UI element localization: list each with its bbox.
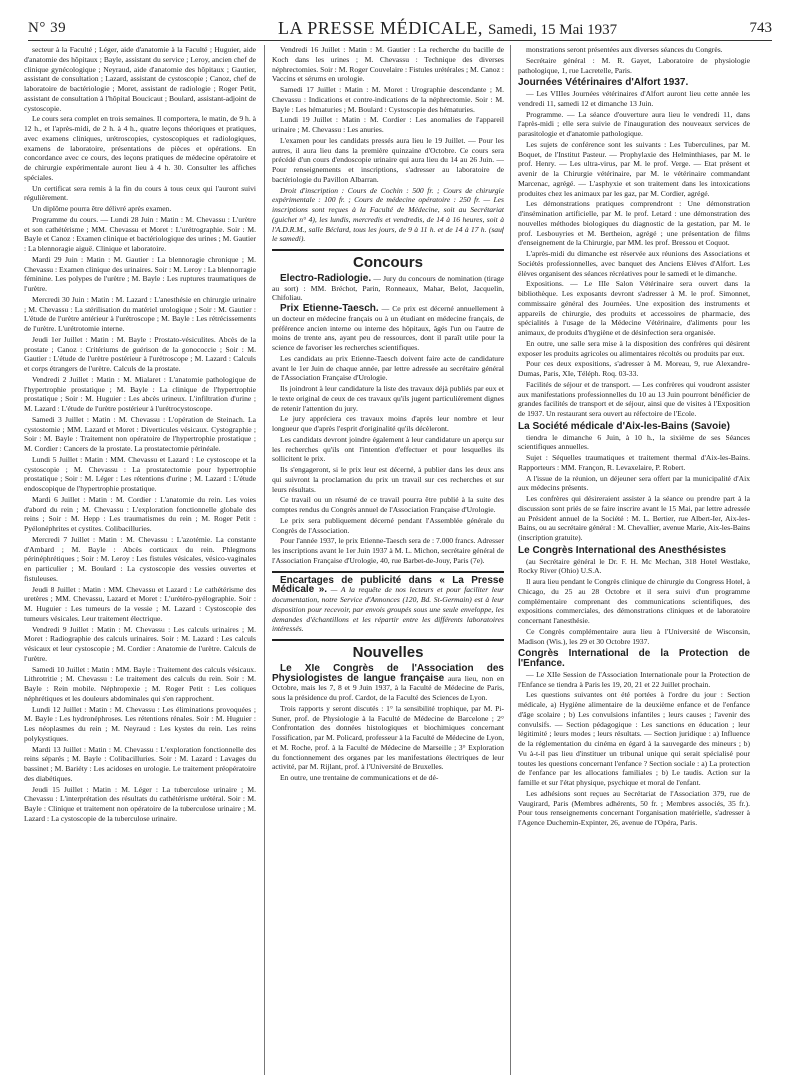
- paragraph: Un diplôme pourra être délivré après examen.: [32, 204, 172, 213]
- news-item: Le XIe Congrès de l'Association des Physiologistes de langue française aura lieu, non en Octobre, mais les 7, 8 et 9 Juin 1937, à la Faculté de Médecine de Paris, sous la présidence du prof. Cardot, de la Faculté des Sciences de Lyon.: [272, 662, 504, 702]
- item-title: Le Congrès International des Anesthésistes: [518, 544, 727, 556]
- section-heading-nouvelles: Nouvelles: [352, 644, 424, 661]
- paragraph: Facilités de séjour et de transport. — Les confrères qui voudront assister aux manifestations professionnelles du 10 au 13 Juin pourront bénéficier de grandes facilités de transport et de séjour, ainsi que de visites à l'Exposition de 1937. Un restaurant sera ouvert au réfectoire de l'Ecole.: [518, 379, 750, 418]
- column-2: [272, 45, 504, 1075]
- paragraph: — Les VIIIes Journées vétérinaires d'Alfort auront lieu cette année les vendredi 11, samedi 12 et dimanche 13 Juin.: [518, 89, 750, 108]
- paragraph: Ils s'engageront, si le prix leur est décerné, à publier dans les deux ans qui suivront la proclamation du prix un travail sur ces recherches et sur leurs résultats.: [272, 465, 504, 494]
- paragraph: Pour l'année 1937, le prix Etienne-Taesch sera de : 7.000 francs. Adresser les inscriptions avant le 1er Juin 1937 à M. L. Michon, secrétaire général de l'Association Française d'Urologie, 40, rue Barbet-de-Jouy, Paris (7e).: [272, 536, 504, 565]
- paragraph: Ils joindront à leur candidature la liste des travaux déjà publiés par eux et le texte original de ceux de ces travaux qu'ils jugent particulièrement dignes de retenir l'attention du jury.: [272, 384, 504, 413]
- paragraph: Il aura lieu pendant le Congrès clinique de chirurgie du Congress Hotel, à Chicago, du 25 au 28 Octobre et il sera suivi d'un programme complémentaire comprenant des communications scientifiques, des expositions commerciales, des démonstrations cliniques et de laboratoire concernant l'anesthésie.: [518, 577, 750, 625]
- section-rule: [272, 639, 504, 641]
- issue-date: Samedi, 15 Mai 1937: [488, 22, 618, 38]
- paragraph: tiendra le dimanche 6 Juin, à 10 h., la sixième de ses Séances scientifiques annuelles.: [518, 432, 750, 452]
- item-title: Congrès International de la Protection de l'Enfance.: [518, 648, 750, 669]
- column-divider: [264, 45, 265, 1075]
- paragraph: Lundi 12 Juillet : Matin : M. Chevassu : Les éliminations provoquées ; M. Bayle : Les hydronéphroses. Les rétentions rénales. Soir : M. Huguier : Les néoplasmes du rein ; M. Neyraud : Les kystes du rein. Les reins polykystiques.: [24, 704, 256, 743]
- paragraph: Les confrères qui désireraient assister à la séance ou prendre part à la discussion sont priés de se faire inscrire avant le 15 Mai, par lettre adressée au Président annuel de la Société : M. L. Bertier, rue Albert-Ier, Aix-les-Bains, ou au secrétaire général : M. Chevallier, avenue Marie, Aix-les-Bains (inscription gratuite).: [518, 494, 750, 542]
- paragraph: Jeudi 15 Juillet : Matin : M. Léger : La tuberculose urinaire ; M. Chevassu : L'interprétation des résultats du cathétérisme urétéral. Soir : M. Bayle : Clinique et traitement non opératoire de la tuberculose urinaire ; M. Lazard : La cystoscopie de la tuberculose urinaire.: [24, 784, 256, 823]
- paragraph: Jeudi 1er Juillet : Matin : M. Bayle : Prostato-vésiculites. Abcès de la prostate ; Canoz : Critériums de guérison de la gonococcie ; Soir : M. Gautier : L'étude de l'urètre postérieur à l'urétroscope ; M. Lazard : Calculs et corps étrangers de l'urètre. Calculs de la prostate.: [24, 334, 256, 373]
- paragraph: En outre, une salle sera mise à la disposition des confrères qui désirent exposer les produits agricoles ou alimentaires récoltés ou produits par eux.: [518, 338, 750, 358]
- page-number: 743: [749, 20, 772, 36]
- paragraph: Samedi 3 Juillet : Matin : M. Chevassu : L'opération de Steinach. La cystostomie ; MM. Lazard et Moret : Diverticules vésicaux. Cystographie ; Soir : M. Bayle : Traitement non opératoire de l'hypertrophie prostatique ; M. Cordier : Cancers de la prostate. La prostatectomie périnéale.: [24, 414, 256, 453]
- item-title: La Société médicale d'Aix-les-Bains (Savoie): [518, 420, 730, 432]
- paragraph: L'examen pour les candidats pressés aura lieu le 19 Juillet. — Pour les autres, il aura lieu dans la première quinzaine d'Octobre. Ce cours sera précédé d'un cours d'endoscopie urinaire qui aura lieu du 14 au 26 Juin. — Pour renseignements et inscriptions, s'adresser au laboratoire de bactériologie du Pavillon Albarran.: [272, 135, 504, 184]
- paragraph: Pour ces deux expositions, s'adresser à M. Moreau, 9, rue Alexandre-Dumas, Paris, XIe, Téléph. Roq. 03-33.: [518, 359, 750, 378]
- column-divider: [510, 45, 511, 1075]
- paragraph: Mardi 29 Juin : Matin : M. Gautier : La blennoragie chronique ; M. Chevassu : Examen clinique des urinaires. Soir : M. Leroy : La blennorragie féminine. Les polypes de l'urètre ; M. Bayle : Les ruptures traumatiques de l'urètre.: [24, 254, 256, 293]
- paragraph: Lundi 5 Juillet : Matin : MM. Chevassu et Lazard : Le cystoscope et la cystoscopie ; M. Chevassu : La prostatectomie pour hypertrophie prostatique ; Soir : M. Léger : Les rétentions d'urine ; M. Lazard : L'étude endoscopique de l'hypertrophie prostatique.: [24, 454, 256, 493]
- section-rule: [272, 249, 504, 251]
- item-title: Le XIe Congrès de l'Association des Physiologistes de langue française: [272, 662, 504, 684]
- paragraph: Mardi 13 Juillet : Matin : M. Chevassu : L'exploration fonctionnelle des reins séparés ; M. Bayle : Colibacilluries. Soir : M. Lazard : Lavages du bassinet ; M. Bariéty : Les acidoses en urologie. Le traitement préopératoire des diabétiques.: [24, 744, 256, 783]
- paragraph: Mercredi 7 Juillet : Matin : M. Chevassu : L'azotémie. La constante d'Ambard ; M. Bayle : Abcès corticaux du rein. Phlegmons périnéphrétiques ; Soir : M. Leroy : Les fistules vésicales, vésico-vaginales en particulier ; M. Boulard : La cystoscopie des vessies ouvertes et fistuleuses.: [24, 534, 256, 583]
- paragraph: Samedi 17 Juillet : Matin : M. Moret : Urographie descendante ; M. Chevassu : Indications et contre-indications de la néphrectomie. Soir : M. Bayle : Les hématuries ; M. Boulard : Cystoscopie des hématuries.: [272, 85, 504, 114]
- paragraph: Trois rapports y seront discutés : 1° la sensibilité trophique, par M. Pi-Suner, prof. de Physiologie à la Faculté de Médecine de Barcelone ; 2° Confrontation des données histologiques et biochimiques concernant l'ossification, par M. Policard, professeur à la Faculté de Médecine de Lyon, et M. Roche, prof. à la Faculté de Médecine de Marseille ; 3° Exploration du fonctionnement des organes par les manifestations électriques de leur activité, par M. Rijlant, prof. à l'Université de Bruxelles.: [272, 703, 504, 772]
- column-1: [24, 45, 256, 1075]
- paragraph: Les candidats devront joindre également à leur candidature un aperçu sur les recherches qu'ils ont l'intention d'effectuer et pour lesquelles ils sollicitent le prix.: [272, 434, 504, 464]
- journal-title: LA PRESSE MÉDICALE, Samedi, 15 Mai 1937: [278, 18, 618, 38]
- paragraph: (au Secrétaire général le Dr. F. H. Mc Mechan, 318 Hotel Westlake, Rocky River (Ohio) U.S.A.: [518, 556, 750, 576]
- paragraph: Ce Congrès complémentaire aura lieu à l'Université de Wisconsin, Madison (Wis.), les 29 et 30 Octobre 1937.: [518, 626, 750, 646]
- paragraph: En outre, une trentaine de communications et de dé-: [280, 773, 439, 782]
- paragraph: Droit d'inscription : Cours de Cochin : 500 fr. ; Cours de chirurgie expérimentale : 100 fr. ; Cours de médecine opératoire : 250 fr. — Les inscriptions sont reçues à la Faculté de Médecine, soit au Secrétariat (guichet n° 4), les lundis, mercredis et vendredis, de 14 à 16 heures, soit à l'A.D.R.M., salle Béclard, tous les jours, de 9 à 11 h. et de 14 à 17 h. (sauf le samedi).: [272, 185, 504, 244]
- column-3: [518, 45, 750, 1075]
- item-title: Journées Vétérinaires d'Alfort 1937.: [518, 77, 689, 89]
- section-rule: [272, 571, 504, 573]
- paragraph: Vendredi 2 Juillet : Matin : M. Mialaret : L'anatomie pathologique de l'hypertrophie prostatique ; M. Bayle : La clinique de l'hypertrophie prostatique ; Soir : M. Huguier : Les abcès urineux. L'infiltration d'urine ; M. Lazard : L'étude de l'urètre postérieur à l'urétrocystoscope.: [24, 374, 256, 413]
- paragraph: Un certificat sera remis à la fin du cours à tous ceux qui l'auront suivi régulièrement.: [24, 183, 256, 203]
- paragraph: Les démonstrations pratiques comprendront : Une démonstration d'insémination artificielle, par M. le prof. Letard : une démonstration des nouvelles méthodes biologiques du diagnostic de la gestation, par M. le prof. Lesbouyries et M. Bertheion, agrégé ; une présentation de films d'enseignement de la Chirurgie, par MM. les prof. Bressou et Coquot.: [518, 199, 750, 248]
- paragraph: Le prix sera publiquement décerné pendant l'Assemblée générale du Congrès de l'Association.: [272, 515, 504, 535]
- paragraph: monstrations seront présentées aux diverses séances du Congrès.: [526, 45, 723, 54]
- news-item: Electro-Radiologie. — Jury du concours de nomination (tirage au sort) : MM. Bréchot, Parin, Ronneaux, Mahar, Belot, Jacquelin, Chifoliau.: [272, 272, 504, 303]
- paragraph: A l'issue de la réunion, un déjeuner sera offert par la municipalité d'Aix aux médecins présents.: [518, 473, 750, 493]
- paragraph: Secrétaire général : M. R. Gayet, Laboratoire de physiologie pathologique, 1, rue Lacretelle, Paris.: [518, 55, 750, 75]
- paragraph: Lundi 19 Juillet : Matin : M. Cordier : Les anomalies de l'appareil urinaire ; M. Chevassu : Les anuries.: [272, 115, 504, 134]
- issue-number: N° 39: [28, 20, 67, 36]
- item-title: Prix Etienne-Taesch.: [280, 303, 379, 314]
- paragraph: Les adhésions sont reçues au Secrétariat de l'Association 379, rue de Vaugirard, Paris (Membres adhérents, 50 fr. ; Membres associés, 35 fr.). Pour tous renseignements concernant l'organisation matérielle, s'adresser à l'Agence Duchemin-Expinter, 26, avenue de l'Opéra, Paris.: [518, 788, 750, 827]
- paragraph: — Le XIIe Session de l'Association Internationale pour la Protection de l'Enfance se tiendra à Paris les 19, 20, 21 et 22 Juillet prochain.: [518, 669, 750, 689]
- paragraph: Programme. — La séance d'ouverture aura lieu le vendredi 11, dans l'après-midi ; elle sera suivie de l'inauguration des nouveaux services de parasitologie et d'anatomie pathologique.: [518, 109, 750, 138]
- paragraph: Le cours sera complet en trois semaines. Il comportera, le matin, de 9 h. à 12 h., et l'après-midi, de 2 h. à 4 h., quatre leçons théoriques et pratiques, avec examens cliniques, urétroscopies, cystoscopiques et radiologiques, examens de laboratoire, présentations de pièces et opérations. En concordance avec ce cours, des leçons pratiques de médecine opératoire et de chirurgie expérimentale auront lieu à 4 h. 30. Consulter les affiches spéciales.: [24, 114, 256, 182]
- paragraph: Les questions suivantes ont été portées à l'ordre du jour : Section médicale, a) Hygiène alimentaire de la deuxième enfance et de l'enfance d'âge scolaire ; b) Les convulsions infantiles ; leurs causes ; l'avenir des convulsifs. — Section pédagogique : Les sanctions en éducation ; leur légitimité ; leurs modes ; leurs résultats. — Section juridique : a) Influence de la réglementation du cinéma en égard à la sauvegarde des mineurs ; b) Vu à-t-il pas lieu d'instituer un tribunal unique qui serait spécialisé pour toutes les questions concernant l'enfance ? Section sociale : a) La protection de l'enfance par les allocations familiales ; b) Le taudis. Action sur la famille et sur l'état physique, psychique et moral de l'enfant.: [518, 690, 750, 787]
- paragraph: Mercredi 30 Juin : Matin : M. Lazard : L'anesthésie en chirurgie urinaire ; M. Chevassu : La stérilisation du matériel urologique ; Soir : M. Gautier : L'étude de l'urètre antérieur à l'urétroscope ; M. Bayle : Les rétrécissements de l'urètre. L'urétrotomie interne.: [24, 294, 256, 333]
- paragraph: Mardi 6 Juillet : Matin : M. Cordier : L'anatomie du rein. Les voies d'abord du rein ; M. Chevassu : L'exploration fonctionnelle globale des reins ; Soir : M. Hepp : Les traumatismes du rein ; M. Roger Petit : Pyélonéphrites et cystites. Colibacilluries.: [24, 494, 256, 533]
- paragraph: Vendredi 9 Juillet : Matin : M. Chevassu : Les calculs urinaires ; M. Moret : Radiographie des calculs urinaires. Soir : M. Lazard : Les calculs vésicaux et leur cystoscopie ; M. Cordier : Anatomie de l'urètre. Calculs de l'urètre.: [24, 624, 256, 663]
- ad-notice: Encartages de publicité dans « La Presse Médicale ». — A la requête de nos lecteurs et pour faciliter leur documentation, notre Service d'Annonces (120, Bd. St-Germain) est à leur disposition pour recevoir, par envois groupés sous une seule enveloppe, les demandes d'échantillons et les répartir entre les différents laboratoires intéressés.: [272, 574, 504, 634]
- paragraph: Les candidats au prix Etienne-Taesch doivent faire acte de candidature avant le 1er Juin de chaque année, par lettre adressée au secrétaire général de l'Association Française d'Urologie.: [272, 353, 504, 383]
- item-title: Encartages de publicité dans « La Presse Médicale ».: [272, 574, 504, 596]
- paragraph: Jeudi 8 Juillet : Matin : MM. Chevassu et Lazard : Le cathétérisme des uretères ; MM. Chevassu, Lazard et Moret : L'urétéro-pyélographie. Soir : M. Huguier : Les tumeurs de la vessie ; M. Lazard : Cystoscopie des tumeurs vésicales. Leur traitement électrique.: [24, 584, 256, 623]
- paragraph: Les sujets de conférence sont les suivants : Les Tuberculines, par M. Boquet, de l'Institut Pasteur. — Prophylaxie des Helminthiases, par M. le prof. Henry. — Les ultra-virus, par M. le prof. Verge. — Etat présent et avenir de la Chirurgie vétérinaire, par M. le vétérinaire commandant Marcenac, agrégé. — L'asphyxie et son traitement dans les intoxications produites chez les animaux par les gaz, par M. Cordier, agrégé.: [518, 139, 750, 198]
- paragraph: Samedi 10 Juillet : Matin : MM. Bayle : Traitement des calculs vésicaux. Lithrotritie ; M. Chevassu : Le traitement des calculs du rein. Soir : M. Bayle : Rein mobile. Néphropexie ; M. Roger Petit : Les coliques néphrétiques et les douleurs abdominales qui s'en rapprochent.: [24, 664, 256, 703]
- item-title: Electro-Radiologie.: [280, 272, 372, 284]
- paragraph: Le jury appréciera ces travaux moins d'après leur nombre et leur longueur que d'après l'esprit d'originalité qu'ils décèleront.: [272, 414, 504, 433]
- page-header: [28, 10, 772, 50]
- paragraph: Ce travail ou un résumé de ce travail pourra être publié à la suite des comptes rendus du Congrès annuel de l'Association Française d'Urologie.: [272, 495, 504, 514]
- paragraph: Programme du cours. — Lundi 28 Juin : Matin : M. Chevassu : L'urètre et son cathétérisme ; MM. Chevassu et Moret : L'urétrographie. Soir : M. Bayle et Canoz : Examen clinique et bactériologique des urines ; M. Gautier : La blennoragie aiguë. Clinique et laboratoire.: [24, 214, 256, 253]
- news-item: Prix Etienne-Taesch. — Ce prix est décerné annuellement à un docteur en médecine français ou à un étudiant en médecine français, de préférence ancien interne ou interne des hôpitaux, âgés l'un ou l'autre de moins de trente ans, ayant peu de ressources, dont il paraît utile pour la science de favoriser les recherches scientifiques.: [272, 303, 504, 352]
- paragraph: secteur à la Faculté ; Léger, aide d'anatomie à la Faculté ; Huguier, aide d'anatomie des hôpitaux ; Bayle, assistant du service ; Leroy, ancien chef de clinique gynécologique ; Neyraud, aide d'anatomie des hôpitaux ; Gautier, assistant de consultation ; Lazard, assistant de cystoscopie ; Canoz, chef de laboratoire de bactériologie ; Moret, assistant de radiologie ; Roger Petit, assistant de consultation à l'hôpital Boucicaut ; Boulard, assistant-adjoint de cystoscopie.: [24, 45, 256, 113]
- header-rule: [28, 40, 772, 41]
- paragraph: L'après-midi du dimanche est réservée aux réunions des Associations et Sociétés professionnelles, avec banquet des Anciens Elèves d'Alfort. Les élèves organisent des séances récréatives pour le samedi et le dimanche.: [518, 249, 750, 278]
- paragraph: Sujet : Séquelles traumatiques et traitement thermal d'Aix-les-Bains. Rapporteurs : MM. Françon, R. Levaxelaire, P. Robert.: [518, 453, 750, 472]
- section-heading-concours: Concours: [352, 254, 423, 271]
- paragraph: Vendredi 16 Juillet : Matin : M. Gautier : La recherche du bacille de Koch dans les urines ; M. Chevassu : Technique des diverses néphrectomies. Soir : M. Roger Couvelaire : Fistules urétérales ; M. Canoz : Vaccins et sérums en urologie.: [272, 45, 504, 84]
- paragraph: Expositions. — Le IIIe Salon Vétérinaire sera ouvert dans la bibliothèque. Les exposants devront s'adresser à M. le prof. Simonnet, commissaire général des Journées. Une exposition des instruments et appareils de chirurgie, des produits et accessoires de pharmacie, des spécialités à l'usage de la Médecine Vétérinaire, d'aliments pour les animaux, de produits d'hygiène et de désinfection sera organisée.: [518, 279, 750, 337]
